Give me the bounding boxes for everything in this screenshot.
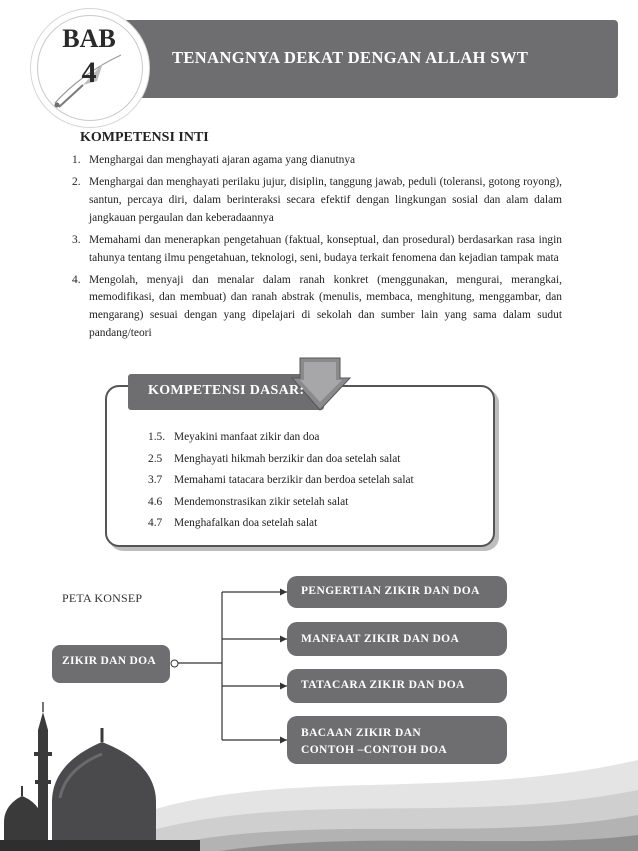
concept-node-label: TATACARA ZIKIR DAN DOA <box>301 679 465 691</box>
concept-node-manfaat <box>287 622 507 656</box>
list-item <box>72 152 562 170</box>
item-number: 3. <box>72 233 81 246</box>
item-text: Memahami tatacara berzikir dan berdoa setelah salat <box>174 474 414 486</box>
item-text: Memahami dan menerapkan pengetahuan (faktual, konseptual, dan prosedural) berdasarkan rasa ingin tahunya tentang ilmu pengetahuan, teknologi, seni, budaya terkait fenomena dan kejadian tampak mata <box>89 233 562 264</box>
chapter-title: TENANGNYA DEKAT DENGAN ALLAH SWT <box>172 48 529 67</box>
concept-node-label: CONTOH –CONTOH DOA <box>301 744 448 756</box>
item-number: 1.5. <box>148 431 166 443</box>
kompetensi-dasar-list <box>148 429 414 537</box>
list-item <box>148 494 414 512</box>
item-text: Menghargai dan menghayati perilaku jujur, disiplin, tanggung jawab, peduli (toleransi, gotong royong), santun, percaya diri, dalam berinteraksi secara efektif dengan lingkungan sosial dan alam dalam jangkauan pergaulan dan keberadaannya <box>89 176 562 224</box>
kompetensi-dasar-heading: KOMPETENSI DASAR: <box>148 383 305 398</box>
list-item <box>148 451 414 469</box>
item-text: Menghayati hikmah berzikir dan doa setelah salat <box>174 452 401 465</box>
item-number: 4.7 <box>148 517 163 529</box>
mosque-silhouette-illustration <box>0 690 638 851</box>
item-text: Menghafalkan doa setelah salat <box>174 517 318 529</box>
item-text: Meyakini manfaat zikir dan doa <box>174 431 320 443</box>
bab-label: BAB <box>62 24 116 53</box>
concept-node-pengertian <box>287 576 507 608</box>
list-item <box>72 174 562 227</box>
kompetensi-inti-heading: KOMPETENSI INTI <box>80 130 209 145</box>
item-text: Mengolah, menyaji dan menalar dalam ranah konkret (menggunakan, mengurai, merangkai, memodifikasi, dan membuat) dan ranah abstrak (menulis, membaca, menghitung, menggambar, dan mengarang) sesuai dengan yang dipelajari di sekolah dan sumber lain yang sama dalam sudut pandang/teori <box>89 273 562 339</box>
item-text: Menghargai dan menghayati ajaran agama yang dianutnya <box>89 154 356 166</box>
concept-root-label: ZIKIR DAN DOA <box>62 655 156 667</box>
bab-number: 4 <box>81 56 97 89</box>
list-item <box>148 429 414 447</box>
concept-node-label: PENGERTIAN ZIKIR DAN DOA <box>301 585 480 597</box>
item-number: 4.6 <box>148 495 163 508</box>
connector-dot-icon <box>170 659 179 668</box>
item-number: 2. <box>72 176 81 189</box>
concept-node-label: MANFAAT ZIKIR DAN DOA <box>301 633 460 645</box>
concept-node-label: BACAAN ZIKIR DAN <box>301 727 422 739</box>
peta-konsep-label: PETA KONSEP <box>62 591 143 605</box>
list-item <box>72 232 562 267</box>
list-item <box>72 272 562 343</box>
kompetensi-inti-list <box>72 152 562 347</box>
item-number: 3.7 <box>148 474 163 486</box>
item-text: Mendemonstrasikan zikir setelah salat <box>174 495 349 508</box>
item-number: 1. <box>72 154 81 166</box>
item-number: 4. <box>72 273 81 286</box>
item-number: 2.5 <box>148 452 163 465</box>
list-item <box>148 472 414 490</box>
list-item <box>148 515 414 533</box>
